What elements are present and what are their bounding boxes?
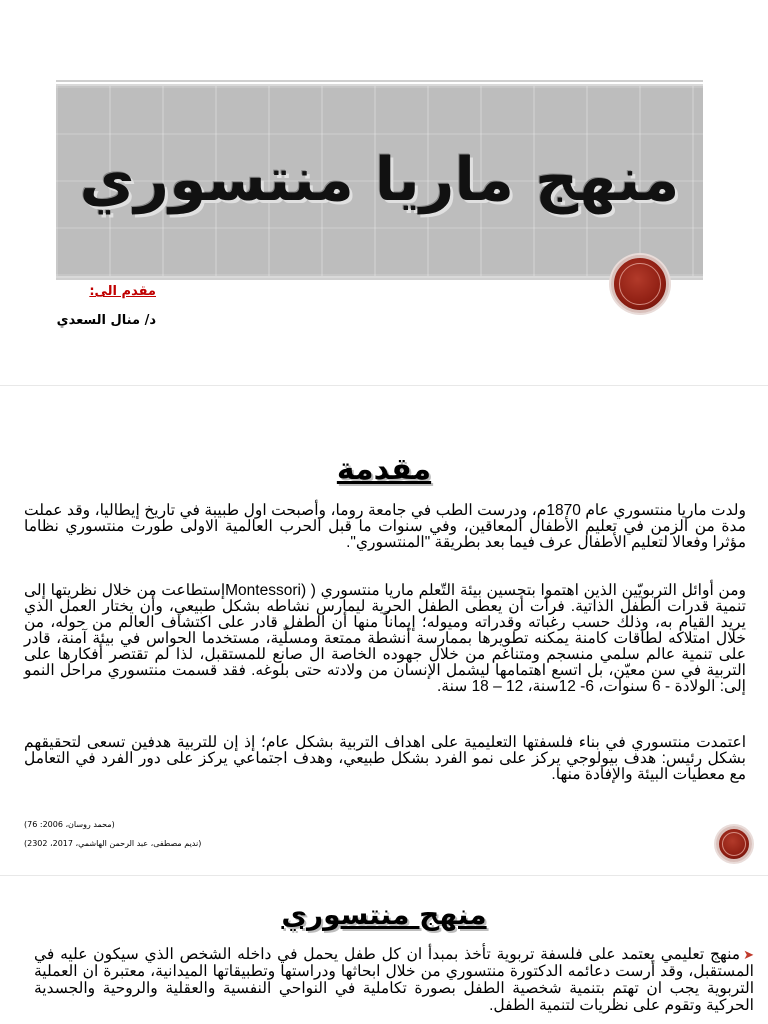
citation-2: (نديم مصطفى، عبد الرحمن الهاشمي، 2017، 2302) <box>24 839 202 848</box>
slide-separator-2 <box>0 875 768 876</box>
intro-paragraph-1: ولدت ماريا منتسوري عام 1870م، ودرست الطب في جامعة روما، وأصبحت اول طبيبة في تاريخ إيطاليا، وقد عملت مدة من الزمن في تعليم الأطفال المعاقين، وفي سنوات ما قبل الحرب العالمية الاولى طورت منتسوري نظاما مؤثرا وفعالا لتعليم الأطفال عرف فيما بعد بطريقة "المنتسوري". <box>24 502 746 551</box>
slide-separator <box>0 385 768 386</box>
curriculum-bullet <box>34 946 754 1014</box>
red-circle-ornament-small <box>716 826 752 862</box>
slide-title: منهج ماريا منتسوري <box>79 145 680 215</box>
citation-1: (محمد روسان، 2006: 76) <box>24 820 115 829</box>
banner-top-line <box>56 80 703 82</box>
bullet-arrow-icon: ➤ <box>743 947 754 962</box>
intro-paragraph-3: اعتمدت منتسوري في بناء فلسفتها التعليمية على اهداف التربية بشكل عام؛ إذ إن للتربية هدفين تسعى لتحقيقهم بشكل رئيس: هدف بيولوجي يركز على نمو الفرد بشكل طبيعي، وهدف اجتماعي يركز على دور الفرد في التعامل مع معطيات البيئة والإفادة منها. <box>24 734 746 783</box>
banner-bottom-line <box>56 278 703 280</box>
curriculum-bullet-text: منهج تعليمي يعتمد على فلسفة تربوية تأخذ بمبدأ ان كل طفل يحمل في داخله الشخص الذي سيكون عليه في المستقبل، وقد أرست دعائمه الدكتورة منتسوري من خلال ابحاثها ودراستها وتطبيقاتها الميدانية، معتبرة ان العملية التربوية يجب ان تهتم بتنمية شخصية الطفل بصورة تكاملية في النواحي النفسية والعقلية والروحية والجسدية الحركية وتقوم على نظريات لتنمية الطفل. <box>34 946 754 1014</box>
presenter-label: مقدم الى: <box>89 284 156 299</box>
red-circle-ornament <box>611 255 669 313</box>
intro-heading: مقدمة <box>336 452 432 487</box>
intro-paragraph-2: ومن أوائل التربويّين الذين اهتموا بتحسين بيئة التّعلم ماريا منتسوري ( (Montessoriإستطاعت من خلال نظريتها إلى تنمية قدرات الطفل الذاتية. فرأت أن يعطى الطفل الحرية ليمارس نشاطه بشكل طبيعي، وأن يختار العمل الذي يريد القيام به، وذلك حسب رغباته وقدراته وميوله؛ إيماناً منها أن الطفل قادر على اكتشاف العالم من حوله، من خلال امتلاكه لطاقات كامنة يمكنه تطويرها بممارسة أنشطة ممتعة ومسلّية، مستخدما الحواس في بيئة آمنة، قادر على تنمية عالم سلمي منسجم ومتناغم من خلال جهوده الخاصة ال صانع للمستقبل، لذا لم تقتصر أفكارها على التربية في سن معيّن، بل اتسع اهتمامها ليشمل الإنسان من ولادته حتى بلوغه. فقد قسمت منتسوري مراحل النمو إلى: الولادة - 6 سنوات، 6- 12سنة، 12 – 18 سنة. <box>24 582 747 695</box>
curriculum-heading: منهج منتسوري <box>281 898 487 931</box>
presenter-name: د/ منال السعدي <box>56 313 156 328</box>
